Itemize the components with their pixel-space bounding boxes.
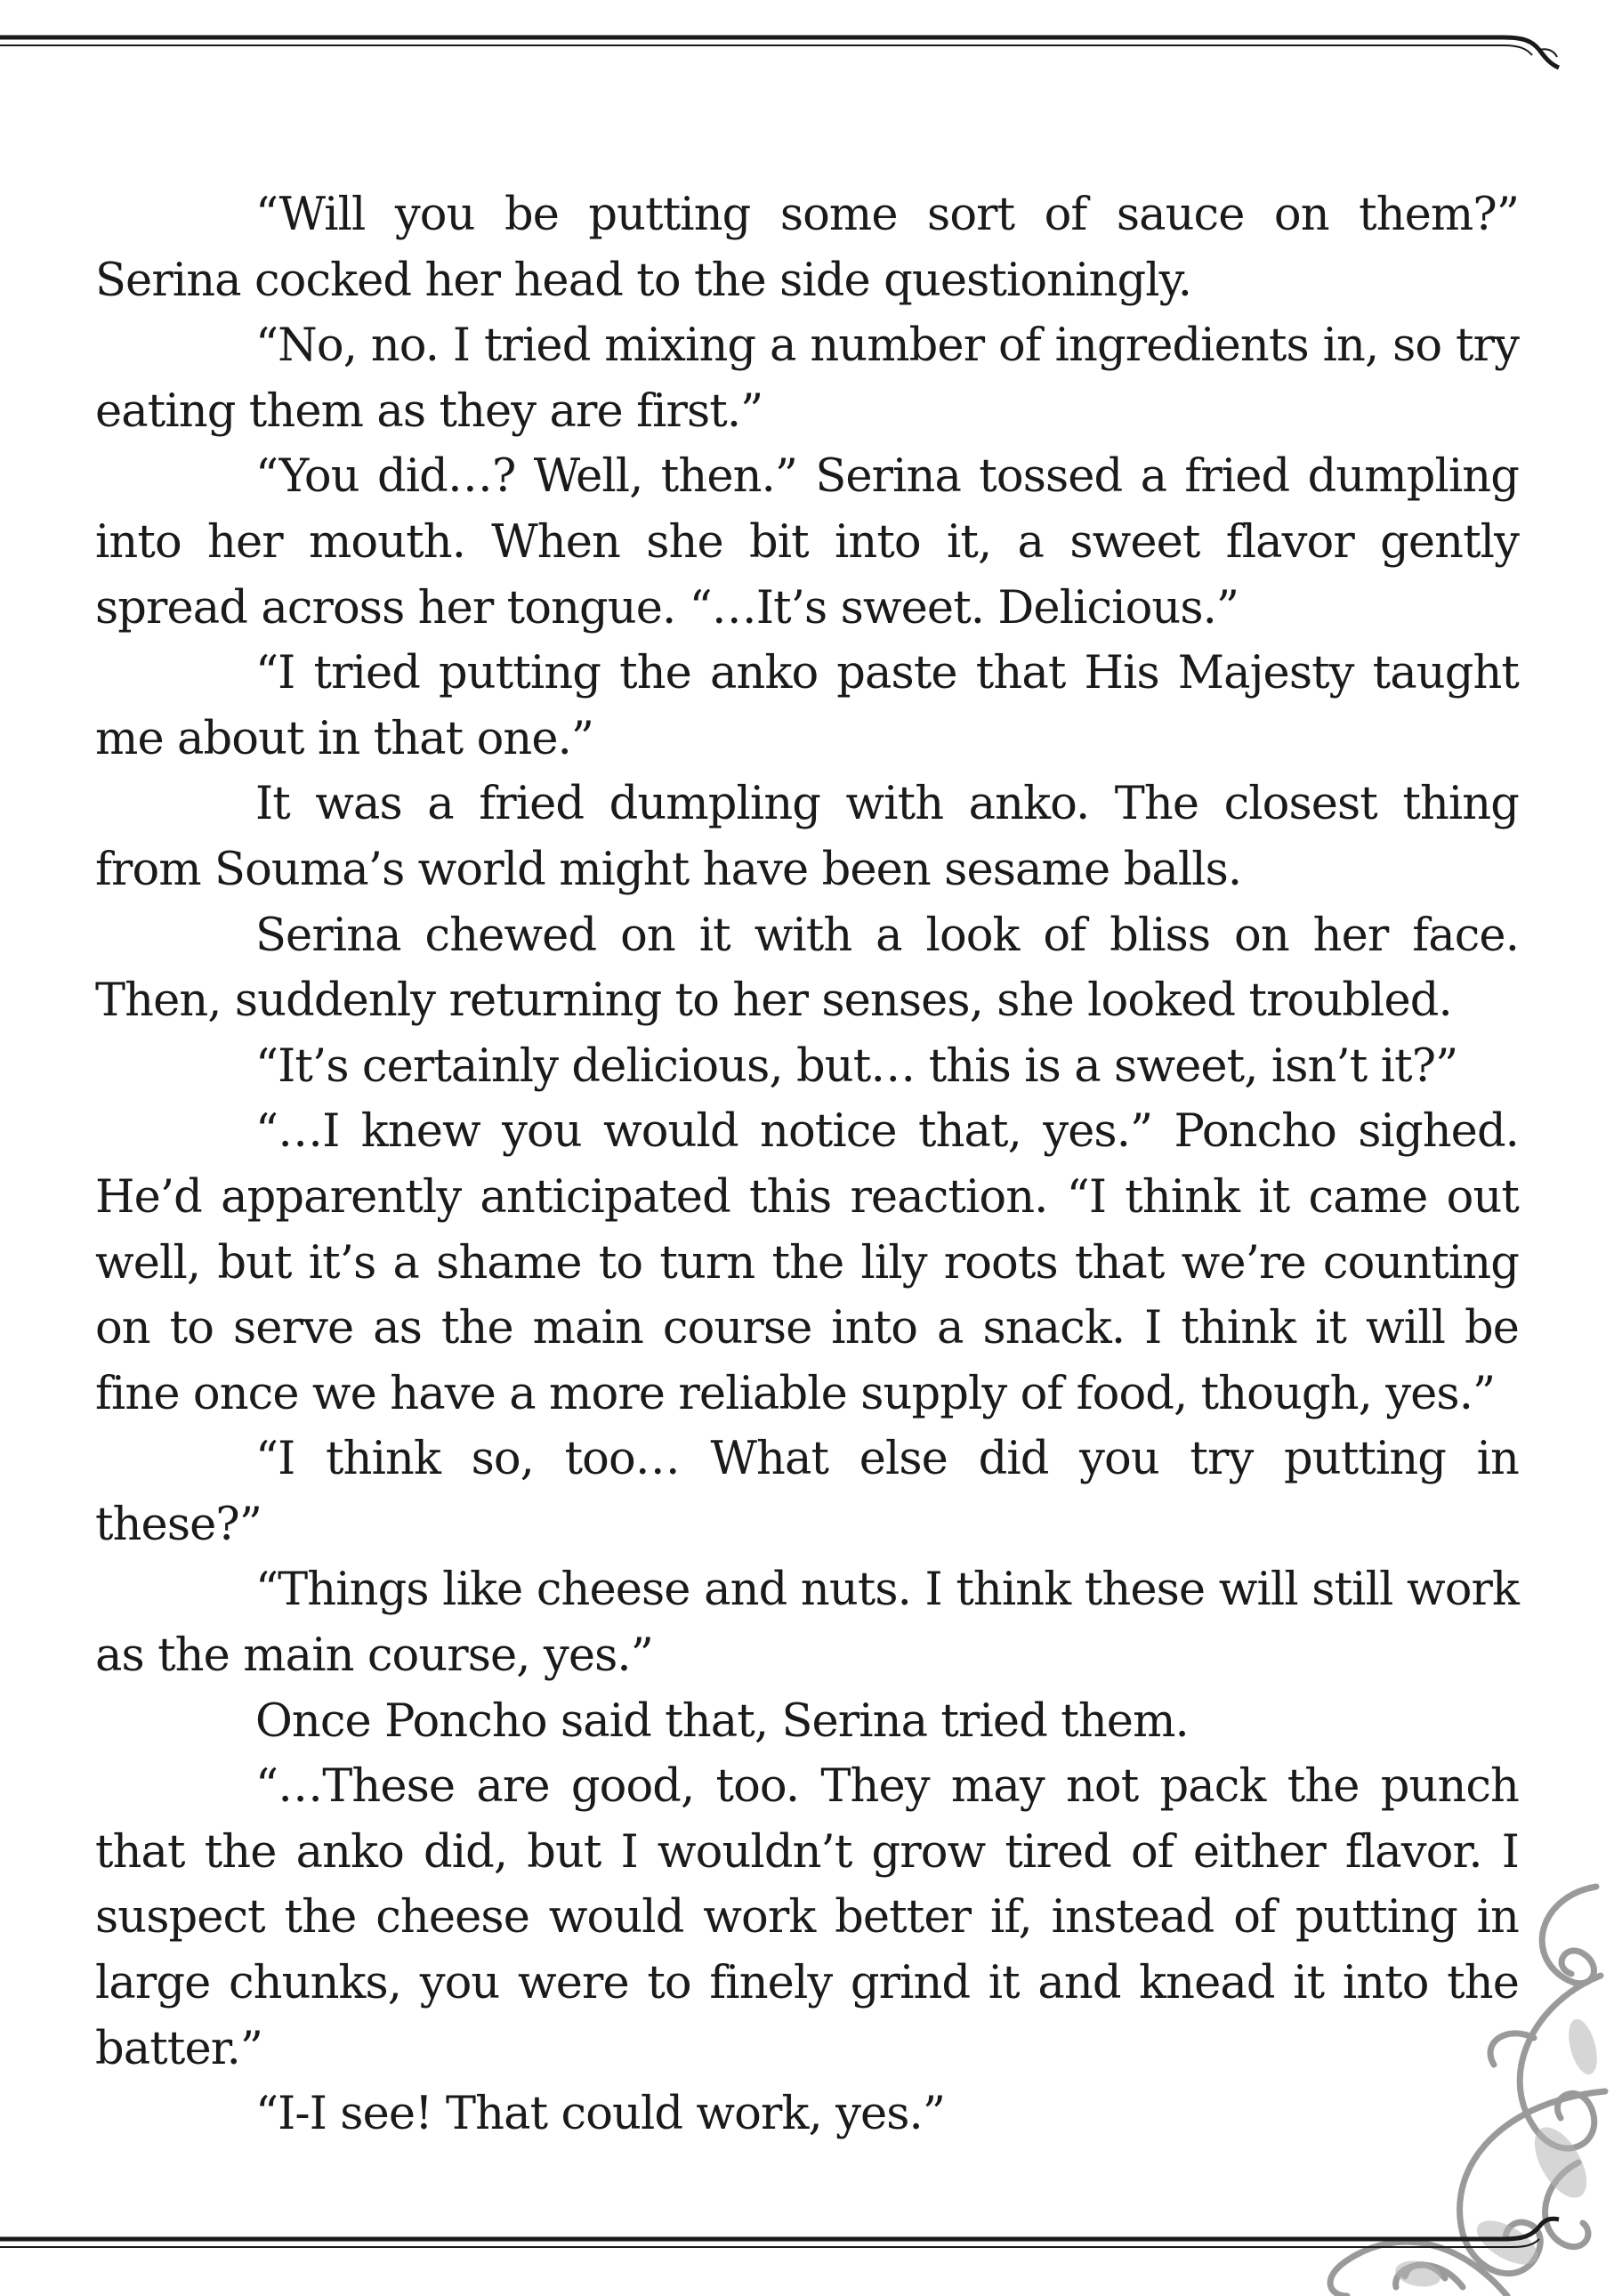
paragraph: “I-I see! That could work, yes.” <box>255 2088 946 2141</box>
top-border-rule <box>0 25 1566 78</box>
paragraph: Serina chewed on it with a look of bliss on her face. Then, suddenly returning to her senses, she looked troubled. <box>95 909 1519 1028</box>
paragraph: “I think so, too… What else did you try putting in these?” <box>95 1433 1519 1551</box>
paragraph: “…I knew you would notice that, yes.” Poncho sighed. He’d apparently anticipated this reaction. “I think it came out well, but it’s a shame to turn the lily roots that we’re counting on to serve as the main course into a snack. I think it will be fine once we have a more reliable supply of food, though, yes.” <box>95 1105 1519 1420</box>
paragraph: It was a fried dumpling with anko. The closest thing from Souma’s world might have been sesame balls. <box>95 778 1519 896</box>
page-body <box>95 182 1519 2147</box>
paragraph: “…These are good, too. They may not pack the punch that the anko did, but I wouldn’t grow tired of either flavor. I suspect the cheese would work better if, instead of putting in large chunks, you were to finely grind it and knead it into the batter.” <box>95 1760 1519 2075</box>
paragraph: Once Poncho said that, Serina tried them. <box>255 1694 1189 1748</box>
paragraph: “It’s certainly delicious, but… this is a sweet, isn’t it?” <box>255 1039 1458 1093</box>
paragraph: “Things like cheese and nuts. I think these will still work as the main course, yes.” <box>95 1564 1519 1683</box>
paragraph: “Will you be putting some sort of sauce on them?” Serina cocked her head to the side questioningly. <box>95 189 1519 307</box>
bottom-border-rule <box>0 2212 1566 2266</box>
paragraph: “You did…? Well, then.” Serina tossed a fried dumpling into her mouth. When she bit into it, a sweet flavor gently spread across her tongue. “…It’s sweet. Delicious.” <box>95 450 1519 635</box>
paragraph: “No, no. I tried mixing a number of ingredients in, so try eating them as they are first.” <box>95 319 1519 438</box>
paragraph: “I tried putting the anko paste that His Majesty taught me about in that one.” <box>95 647 1519 765</box>
